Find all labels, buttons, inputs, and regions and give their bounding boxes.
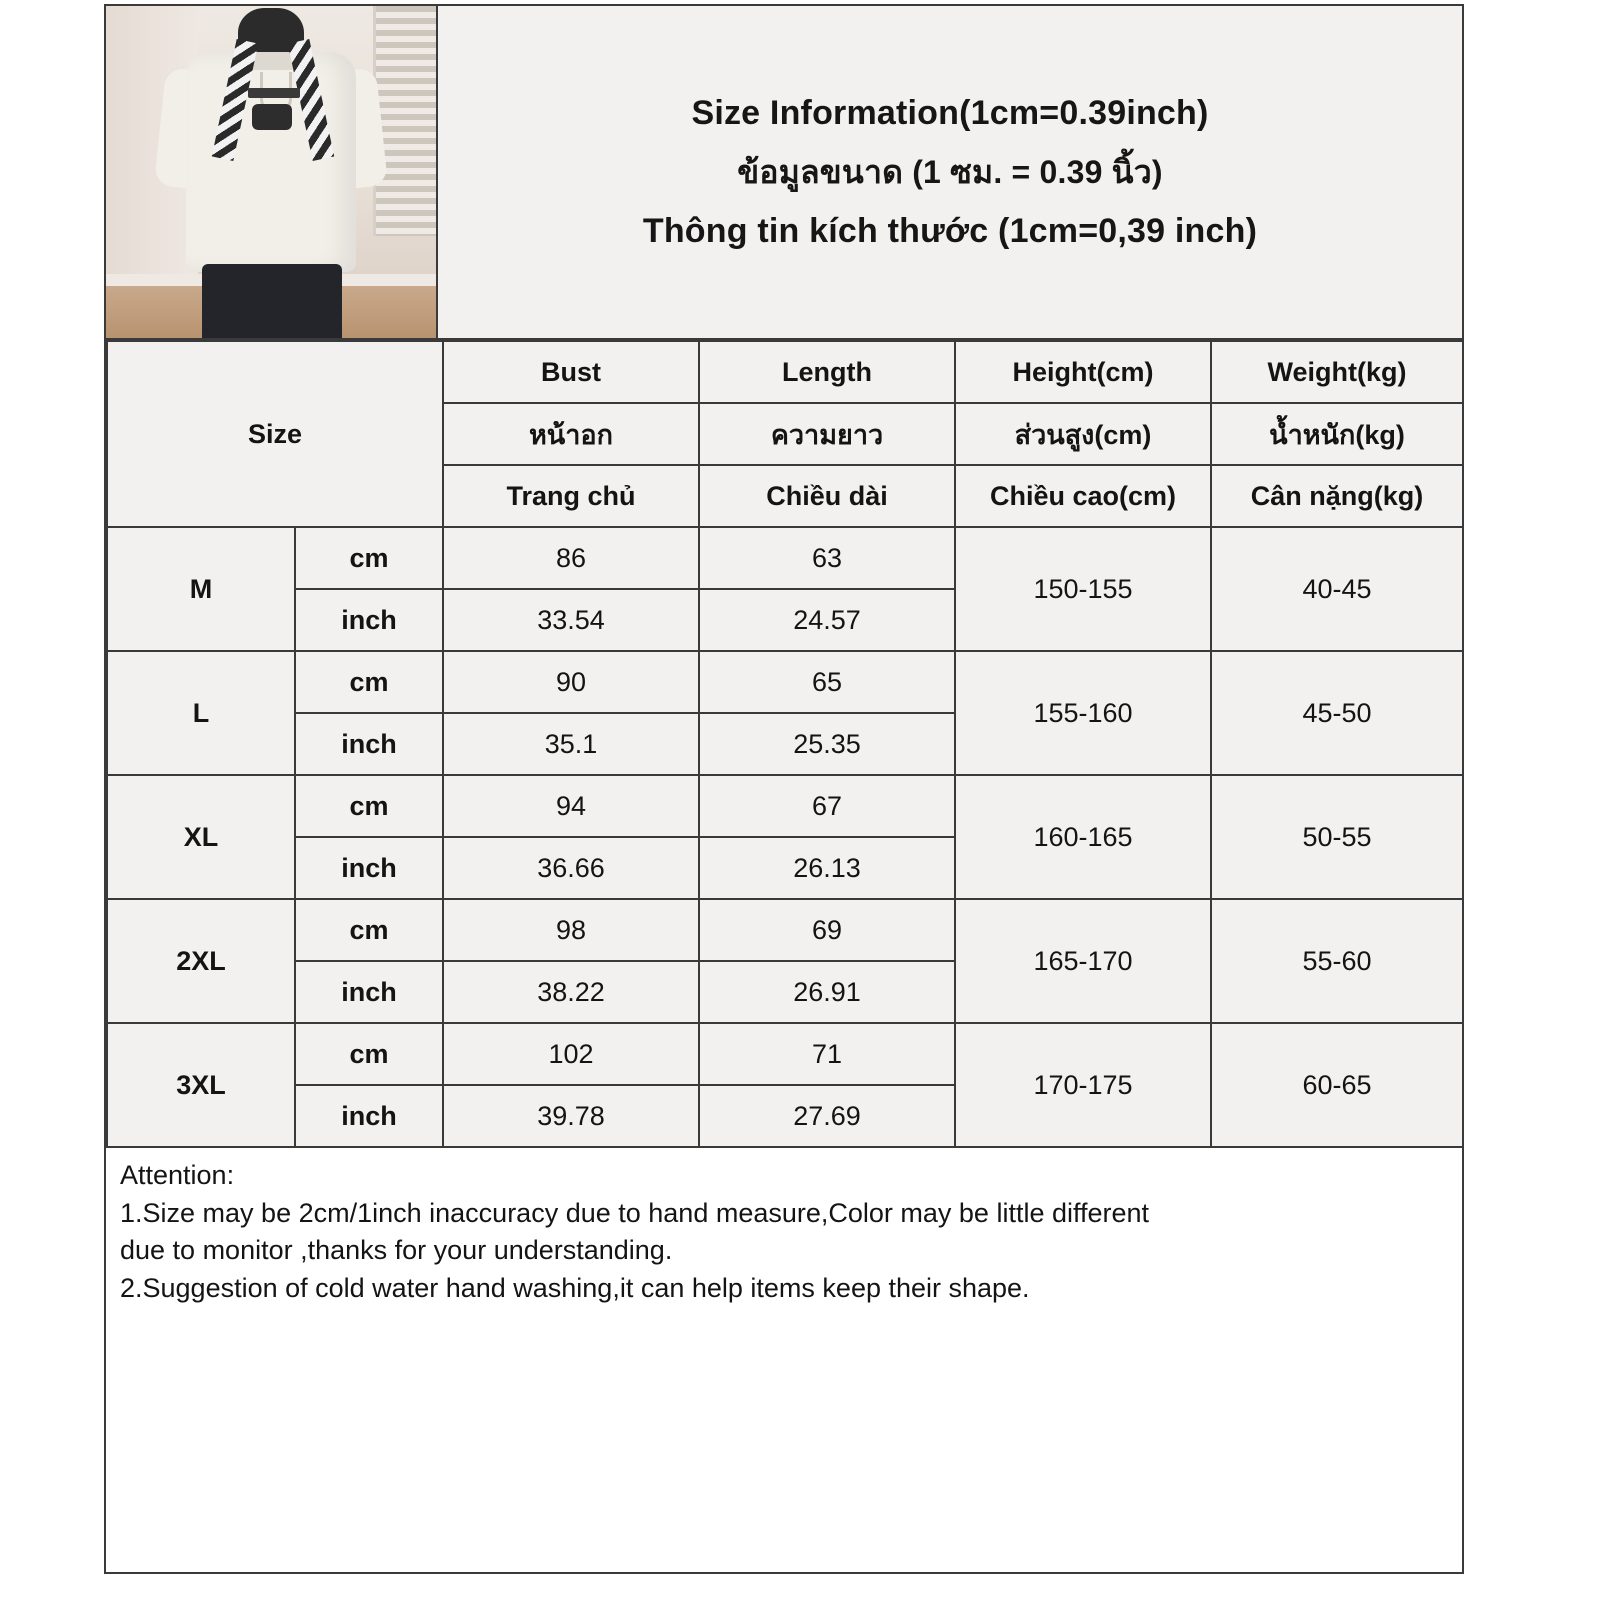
- table-row: [107, 775, 1463, 837]
- photo-window-blinds: [373, 6, 436, 236]
- attention-line-1b: due to monitor ,thanks for your understanding.: [120, 1235, 673, 1266]
- row-height: 170-175: [955, 1023, 1211, 1147]
- row-unit-inch: inch: [295, 1085, 443, 1147]
- row-bust-inch: 36.66: [443, 837, 699, 899]
- row-length-inch: 27.69: [699, 1085, 955, 1147]
- row-height: 150-155: [955, 527, 1211, 651]
- header-weight-th: น้ำหนัก(kg): [1211, 403, 1463, 465]
- table-header-row-en: [107, 341, 1463, 403]
- row-length-cm: 65: [699, 651, 955, 713]
- row-bust-inch: 35.1: [443, 713, 699, 775]
- header-bust-en: Bust: [443, 341, 699, 403]
- row-weight: 50-55: [1211, 775, 1463, 899]
- header-size: Size: [107, 341, 443, 527]
- row-height: 165-170: [955, 899, 1211, 1023]
- row-unit-cm: cm: [295, 651, 443, 713]
- table-row: [107, 651, 1463, 713]
- row-unit-inch: inch: [295, 961, 443, 1023]
- row-weight: 60-65: [1211, 1023, 1463, 1147]
- row-size-label: M: [107, 527, 295, 651]
- row-unit-cm: cm: [295, 899, 443, 961]
- measurement-table: [106, 340, 1464, 1148]
- row-bust-inch: 33.54: [443, 589, 699, 651]
- table-row: [107, 527, 1463, 589]
- attention-line-2: 2.Suggestion of cold water hand washing,it can help items keep their shape.: [120, 1272, 1030, 1303]
- header-length-en: Length: [699, 341, 955, 403]
- row-length-inch: 26.13: [699, 837, 955, 899]
- row-height: 155-160: [955, 651, 1211, 775]
- row-size-label: XL: [107, 775, 295, 899]
- attention-heading: Attention:: [120, 1160, 235, 1190]
- row-length-cm: 71: [699, 1023, 955, 1085]
- row-unit-inch: inch: [295, 589, 443, 651]
- title-vietnamese: Thông tin kích thước (1cm=0,39 inch): [642, 211, 1258, 250]
- row-unit-inch: inch: [295, 837, 443, 899]
- row-unit-cm: cm: [295, 1023, 443, 1085]
- row-bust-cm: 90: [443, 651, 699, 713]
- product-photo: [106, 6, 438, 338]
- header-bust-vi: Trang chủ: [443, 465, 699, 527]
- row-length-inch: 24.57: [699, 589, 955, 651]
- row-length-cm: 67: [699, 775, 955, 837]
- row-bust-cm: 98: [443, 899, 699, 961]
- row-size-label: 2XL: [107, 899, 295, 1023]
- header-weight-vi: Cân nặng(kg): [1211, 465, 1463, 527]
- title-english: Size Information(1cm=0.39inch): [691, 93, 1209, 132]
- row-length-cm: 69: [699, 899, 955, 961]
- size-chart: [104, 4, 1464, 1574]
- row-length-inch: 26.91: [699, 961, 955, 1023]
- title-block: [438, 6, 1462, 338]
- photo-print-graphic: [252, 104, 292, 130]
- row-bust-cm: 94: [443, 775, 699, 837]
- row-weight: 45-50: [1211, 651, 1463, 775]
- header-height-vi: Chiều cao(cm): [955, 465, 1211, 527]
- row-length-cm: 63: [699, 527, 955, 589]
- row-unit-inch: inch: [295, 713, 443, 775]
- header-height-en: Height(cm): [955, 341, 1211, 403]
- photo-print-text: [248, 88, 300, 98]
- row-bust-cm: 102: [443, 1023, 699, 1085]
- row-bust-inch: 39.78: [443, 1085, 699, 1147]
- row-height: 160-165: [955, 775, 1211, 899]
- row-size-label: L: [107, 651, 295, 775]
- header-length-th: ความยาว: [699, 403, 955, 465]
- row-unit-cm: cm: [295, 775, 443, 837]
- row-bust-cm: 86: [443, 527, 699, 589]
- row-weight: 40-45: [1211, 527, 1463, 651]
- photo-model: [178, 26, 364, 326]
- header-length-vi: Chiều dài: [699, 465, 955, 527]
- chart-header-band: [106, 6, 1462, 340]
- table-row: [107, 899, 1463, 961]
- row-length-inch: 25.35: [699, 713, 955, 775]
- table-row: [107, 1023, 1463, 1085]
- attention-line-1: 1.Size may be 2cm/1inch inaccuracy due to hand measure,Color may be little different: [120, 1197, 1150, 1228]
- header-bust-th: หน้าอก: [443, 403, 699, 465]
- row-bust-inch: 38.22: [443, 961, 699, 1023]
- photo-pants: [202, 264, 342, 338]
- row-unit-cm: cm: [295, 527, 443, 589]
- header-weight-en: Weight(kg): [1211, 341, 1463, 403]
- attention-notes: [106, 1148, 1462, 1572]
- row-size-label: 3XL: [107, 1023, 295, 1147]
- row-weight: 55-60: [1211, 899, 1463, 1023]
- title-thai: ข้อมูลขนาด (1 ซม. = 0.39 นิ้ว): [737, 153, 1163, 190]
- header-height-th: ส่วนสูง(cm): [955, 403, 1211, 465]
